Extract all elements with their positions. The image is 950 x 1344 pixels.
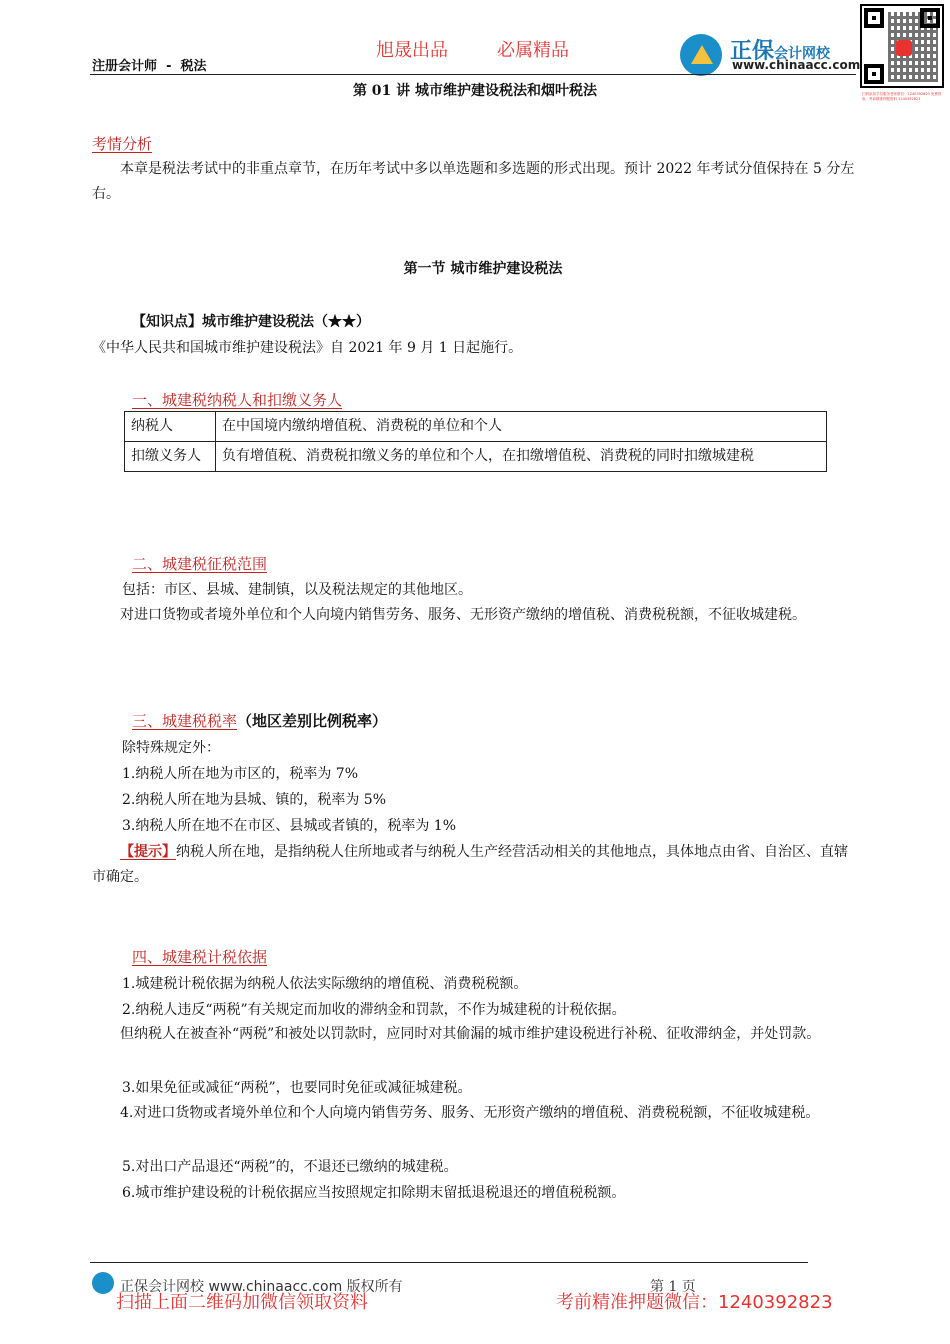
slogan-right: 必属精品 — [497, 40, 569, 61]
basis-item: 2.纳税人违反“两税”有关规定而加收的滞纳金和罚款，不作为城建税的计税依据。 — [122, 1002, 626, 1018]
rate-item: 3.纳税人所在地不在市区、县城或者镇的，税率为 1% — [122, 818, 457, 834]
basis-item: 但纳税人在被查补“两税”和被处以罚款时，应同时对其偷漏的城市维护建设税进行补税、征收滞纳金，并处罚款。 — [120, 1026, 821, 1042]
logo-triangle-icon — [691, 45, 713, 64]
logo-url: www.chinaacc.com — [732, 58, 861, 72]
header-divider — [90, 74, 856, 75]
qr-caption: 扫码添加学员服务老师微信：1240392823 免费领取：考前精准押题资料 1240392823 — [862, 92, 942, 101]
part3-intro: 除特殊规定外： — [122, 740, 220, 756]
basis-item: 5.对出口产品退还“两税”的，不退还已缴纳的城建税。 — [122, 1159, 458, 1175]
table-term: 扣缴义务人 — [125, 442, 216, 472]
table-row — [125, 412, 827, 442]
basis-item: 6.城市维护建设税的计税依据应当按照规定扣除期末留抵退税退还的增值税税额。 — [122, 1185, 626, 1201]
course-label: 注册会计师 - 税法 — [92, 59, 207, 74]
footer-promo-left: 扫描上面二维码加微信领取资料 — [116, 1292, 368, 1313]
part2-exclusion: 对进口货物或者境外单位和个人向境内销售劳务、服务、无形资产缴纳的增值税、消费税税额，不征收城建税。 — [120, 607, 806, 623]
basis-item: 4.对进口货物或者境外单位和个人向境内销售劳务、服务、无形资产缴纳的增值税、消费税税额，不征收城建税。 — [120, 1105, 820, 1121]
part2-scope: 包括：市区、县城、建制镇，以及税法规定的其他地区。 — [122, 582, 472, 598]
basis-item: 3.如果免征或减征“两税”，也要同时免征或减征城建税。 — [122, 1080, 472, 1096]
qr-finder-top-left — [864, 8, 884, 28]
part3-heading-line — [132, 710, 387, 731]
rate-item: 1.纳税人所在地为市区的，税率为 7% — [122, 766, 359, 782]
logo-name-main: 正保 — [730, 39, 775, 64]
lecture-title: 第 01 讲 城市维护建设税法和烟叶税法 — [352, 83, 598, 99]
qr-center-badge-icon — [896, 40, 912, 56]
analysis-text: 本章是税法考试中的非重点章节，在历年考试中多以单选题和多选题的形式出现。预计 2022 年考试分值保持在 5 分左右。 — [92, 161, 855, 202]
slogan-left: 旭晟出品 — [376, 40, 448, 61]
part3-heading-suffix: （地区差别比例税率） — [237, 712, 388, 730]
taxpayer-table — [124, 411, 827, 472]
logo-name-sub: 会计网校 — [774, 46, 831, 62]
rate-item: 2.纳税人所在地为县城、镇的，税率为 5% — [122, 792, 387, 808]
table-desc: 负有增值税、消费税扣缴义务的单位和个人，在扣缴增值税、消费税的同时扣缴城建税 — [216, 442, 827, 472]
footer-logo-icon — [92, 1272, 114, 1294]
footer-promo-right: 考前精准押题微信：1240392823 — [556, 1292, 833, 1313]
table-term: 纳税人 — [125, 412, 216, 442]
analysis-heading: 考情分析 — [92, 135, 153, 153]
qr-code-icon[interactable] — [860, 4, 944, 88]
basis-item: 1.城建税计税依据为纳税人依法实际缴纳的增值税、消费税税额。 — [122, 976, 528, 992]
footer-divider — [90, 1262, 808, 1263]
tip-text: 纳税人所在地，是指纳税人住所地或者与纳税人生产经营活动相关的其他地点，具体地点由省、自治区、直辖市确定。 — [92, 844, 848, 885]
part2-heading: 二、城建税征税范围 — [132, 555, 268, 573]
law-effective-date: 《中华人民共和国城市维护建设税法》自 2021 年 9 月 1 日起施行。 — [92, 340, 523, 356]
section-title: 第一节 城市维护建设税法 — [403, 261, 563, 277]
part3-heading: 三、城建税税率 — [132, 712, 238, 730]
part1-heading: 一、城建税纳税人和扣缴义务人 — [132, 391, 343, 409]
page-number: 第 1 页 — [650, 1279, 696, 1295]
part4-heading: 四、城建税计税依据 — [132, 948, 268, 966]
table-desc: 在中国境内缴纳增值税、消费税的单位和个人 — [216, 412, 827, 442]
knowledge-point: 【知识点】城市维护建设税法（★★） — [132, 314, 370, 330]
part3-tip — [92, 840, 858, 890]
tip-label: 【提示】 — [120, 844, 176, 860]
footer-copyright: 正保会计网校 www.chinaacc.com 版权所有 — [120, 1279, 403, 1295]
table-row — [125, 442, 827, 472]
